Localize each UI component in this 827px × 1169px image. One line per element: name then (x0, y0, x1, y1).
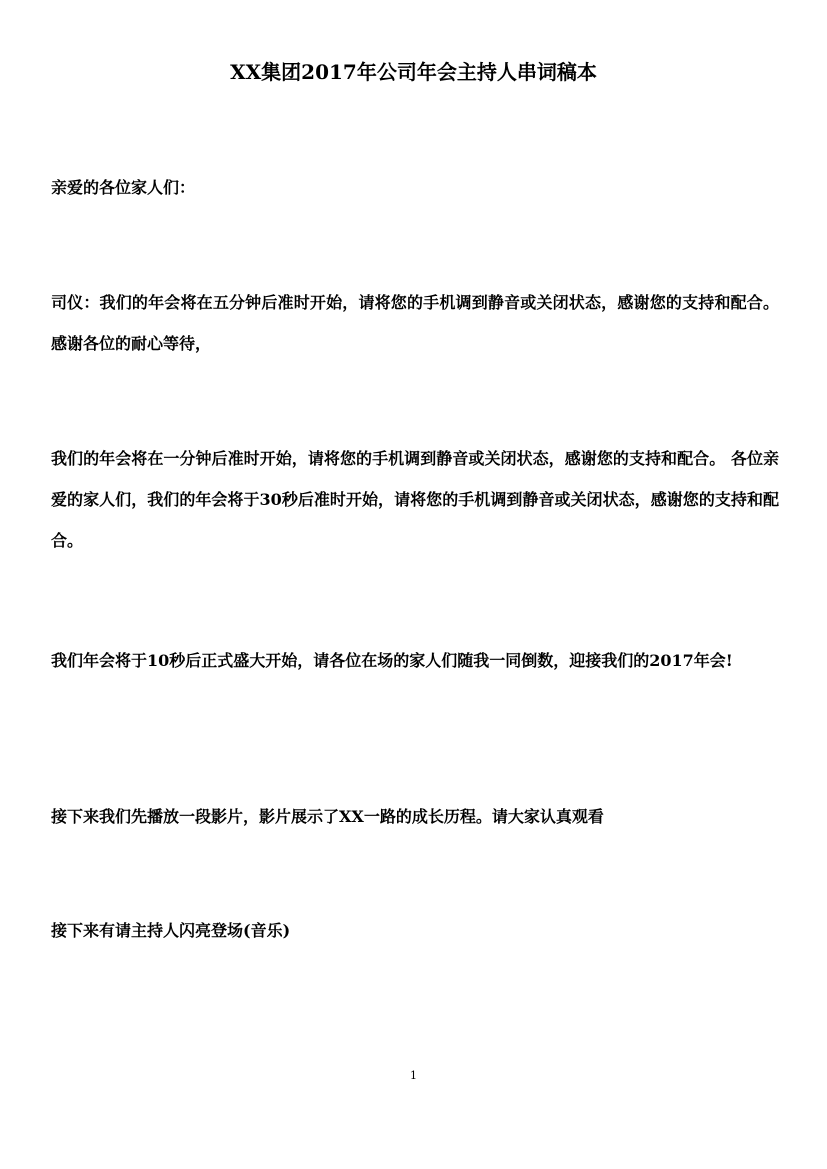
paragraph-five-minutes: 司仪：我们的年会将在五分钟后准时开始，请将您的手机调到静音或关闭状态，感谢您的支持和配合。 感谢各位的耐心等待， (51, 293, 779, 353)
document-title: XX集团2017年公司年会主持人串词稿本 (230, 60, 597, 84)
page-number: 1 (410, 1069, 417, 1082)
paragraph-countdown: 我们年会将于10秒后正式盛大开始，请各位在场的家人们随我一同倒数，迎接我们的2017年会! (51, 651, 733, 670)
paragraph-host-entrance: 接下来有请主持人闪亮登场(音乐) (51, 921, 291, 940)
paragraph-video: 接下来我们先播放一段影片，影片展示了XX一路的成长历程。请大家认真观看 (51, 807, 604, 826)
paragraph-one-minute: 我们的年会将在一分钟后准时开始，请将您的手机调到静音或关闭状态，感谢您的支持和配合。 各位亲爱的家人们，我们的年会将于30秒后准时开始，请将您的手机调到静音或关闭状态，感谢您的支持和配合。 (51, 449, 779, 550)
paragraph-greeting: 亲爱的各位家人们： (51, 178, 196, 197)
